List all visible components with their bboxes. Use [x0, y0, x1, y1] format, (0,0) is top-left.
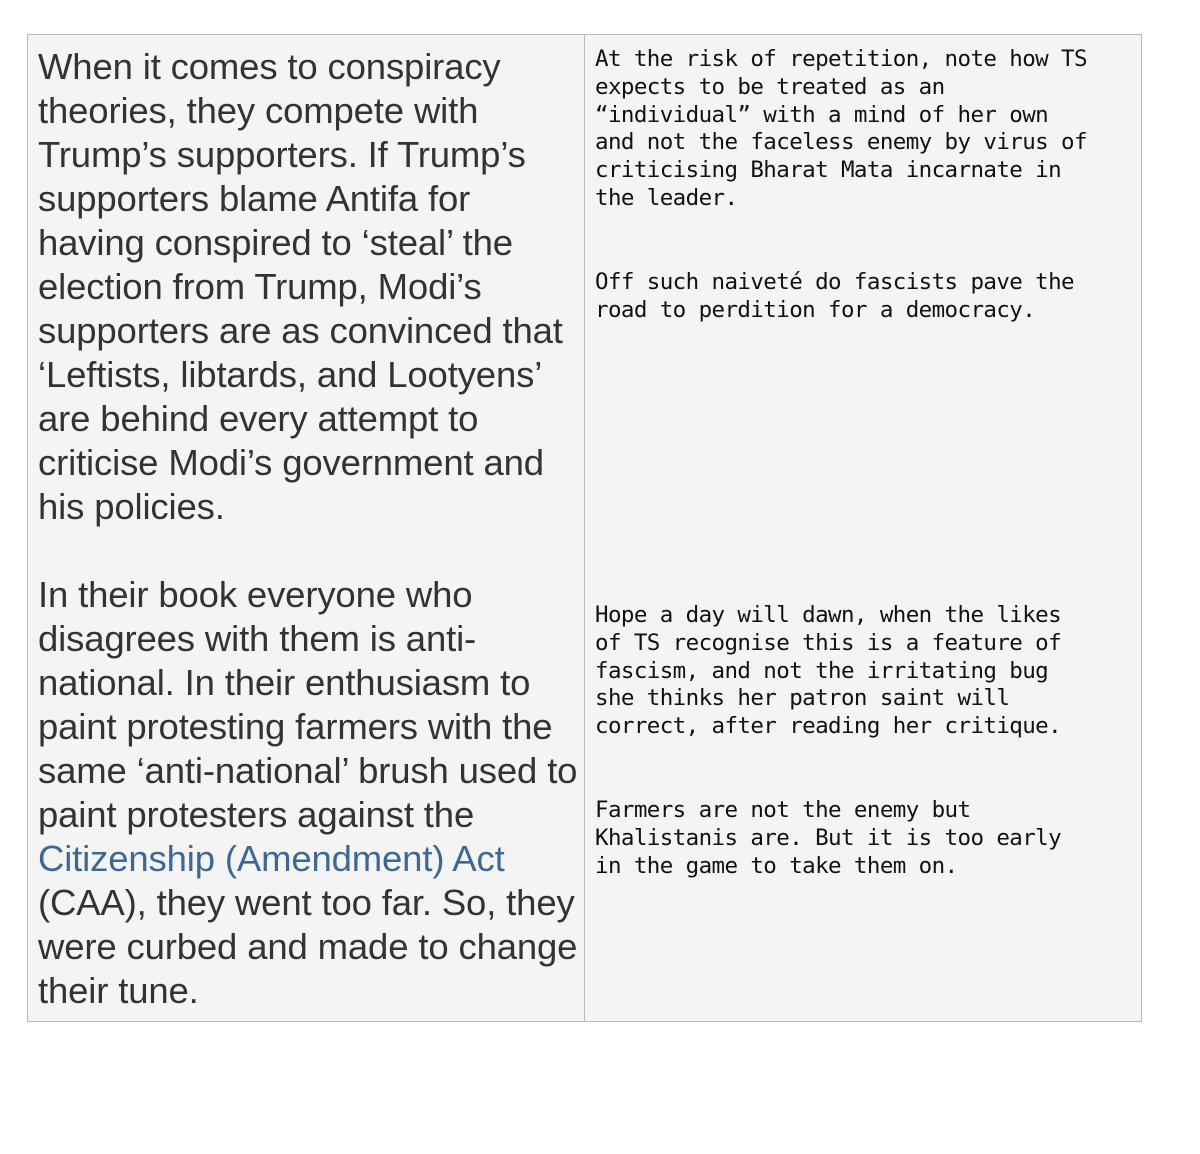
commentary-column [585, 35, 1141, 1021]
commentary-note-3: Hope a day will dawn, when the likes of TS recognise this is a feature of fascism, and not the irritating bug she thinks her patron saint will correct, after reading her critique. [595, 602, 1062, 740]
article-paragraph-2-tail: (CAA), they went too far. So, they were curbed and made to change their tune. [38, 882, 578, 1011]
article-paragraph-2 [38, 573, 584, 1013]
commentary-note-1: At the risk of repetition, note how TS expects to be treated as an “individual” with a mind of her own and not the faceless enemy by virus of criticising Bharat Mata incarnate in the leader. [595, 46, 1087, 211]
annotated-text-table [27, 34, 1142, 1022]
caa-link[interactable]: Citizenship (Amendment) Act [38, 838, 505, 879]
article-paragraph-1: When it comes to conspiracy theories, they compete with Trump’s supporters. If Trump’s supporters blame Antifa for having conspired to ‘steal’ the election from Trump, Modi’s supporters are as convinced that ‘Leftists, libtards, and Lootyens’ are behind every attempt to criticise Modi’s government and his policies. [38, 46, 563, 527]
commentary-note-2: Off such naiveté do fascists pave the road to perdition for a democracy. [595, 269, 1075, 323]
article-paragraph-2-lead: In their book everyone who disagrees with them is anti-national. In their enthusiasm to paint protesting farmers with the same ‘anti-national’ brush used to paint protesters against the [38, 574, 578, 835]
quoted-article-column [28, 35, 585, 1021]
commentary-note-4: Farmers are not the enemy but Khalistanis are. But it is too early in the game to take them on. [595, 797, 1062, 879]
